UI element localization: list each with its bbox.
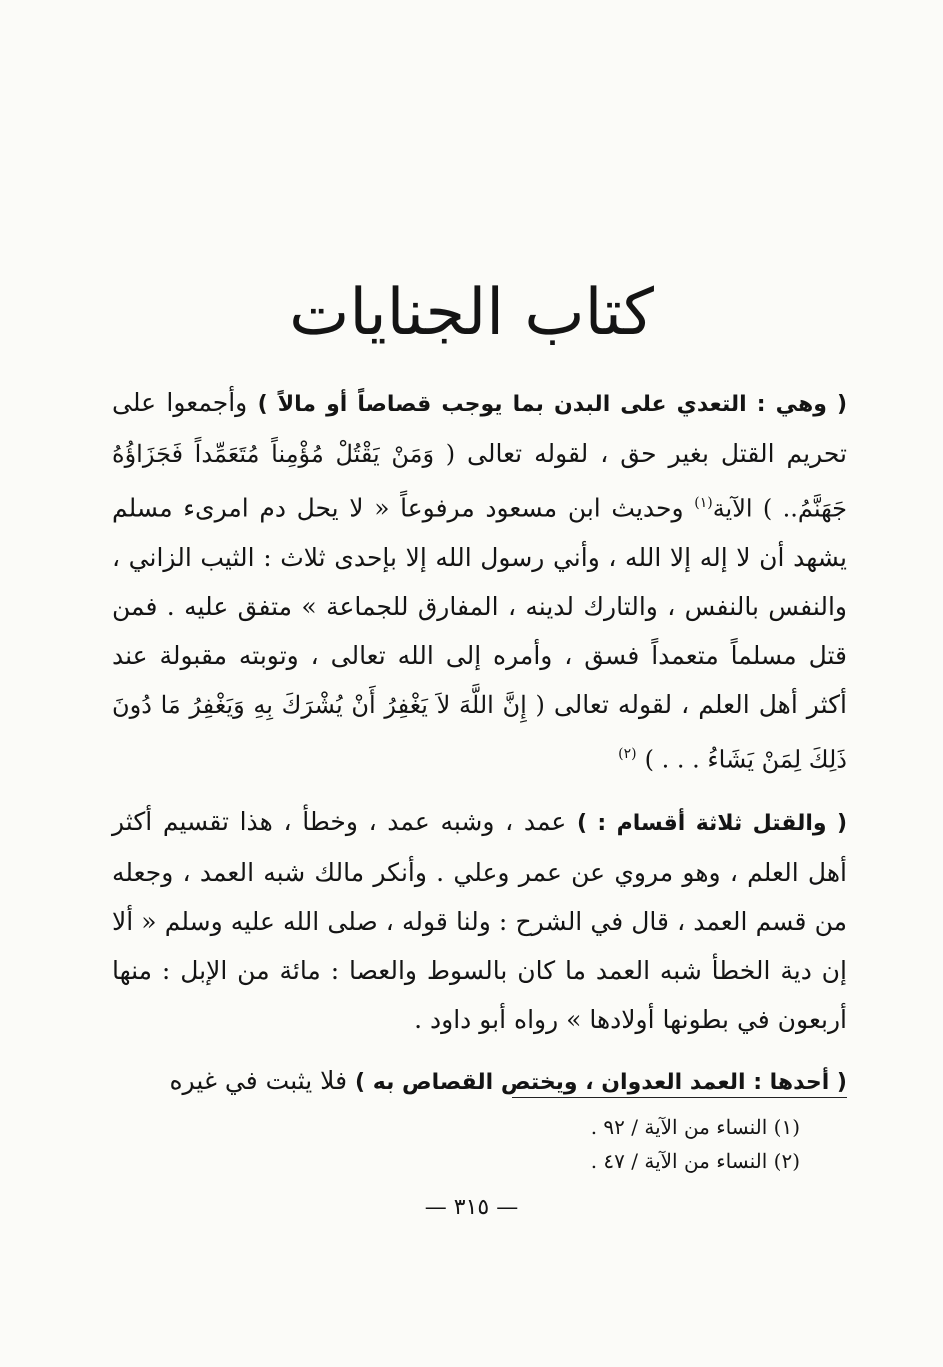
paragraph-divisions (112, 797, 847, 1044)
main-text (112, 378, 847, 1107)
quran-verse: ( إِنَّ اللَّهَ لاَ يَغْفِرُ أَنْ يُشْرَكَ بِهِ وَيَغْفِرُ مَا دُونَ ذَلِكَ لِمَنْ يَشَاءُ . . . ) (112, 691, 847, 774)
paragraph-text: عمد ، وشبه عمد ، وخطأ ، هذا تقسيم أكثر أهل العلم ، وهو مروي عن عمر وعلي . وأنكر مالك شبه العمد ، وجعله من قسم العمد ، قال في الشرح : ولنا قوله ، صلى الله عليه وسلم « ألا إن دية الخطأ شبه العمد ما كان بالسوط والعصا : مائة من الإبل : منها أربعون في بطونها أولادها » رواه أبو داود . (112, 806, 847, 1034)
paragraph-text: وحديث ابن مسعود مرفوعاً « لا يحل دم امرىء مسلم يشهد أن لا إله إلا الله ، وأني رسول الله إلا بإحدى ثلاث : الثيب الزاني ، والنفس بالنفس ، والتارك لدينه ، المفارق للجماعة » متفق عليه . فمن قتل مسلماً متعمداً فسق ، وأمره إلى الله تعالى ، وتوبته مقبولة عند أكثر أهل العلم ، لقوله تعالى (112, 493, 847, 720)
chapter-title: كتاب الجنايات (289, 276, 654, 350)
paragraph-lead: ( وهي : التعدي على البدن بما يوجب قصاصاً أو مالاً ) (257, 392, 848, 417)
paragraph-text: وأجمعوا على تحريم القتل بغير حق ، لقوله تعالى (112, 388, 847, 468)
paragraph-text: فلا يثبت في غيره (169, 1065, 348, 1095)
footnote: (١) النساء من الآية / ٩٢ . (590, 1115, 800, 1139)
footnote: (٢) النساء من الآية / ٤٧ . (590, 1149, 800, 1173)
footnote-divider (512, 1097, 847, 1098)
quran-verse: ( وَمَنْ يَقْتُلْ مُؤْمِناً مُتَعَمِّداً فَجَزَاؤُهُ جَهَنَّمُ.. ) الآية (112, 440, 847, 523)
footnote-marker: (١) (694, 495, 713, 511)
footnotes (400, 1110, 800, 1178)
paragraph-lead: ( والقتل ثلاثة أقسام : ) (577, 810, 848, 836)
paragraph-first-kind (112, 1056, 847, 1107)
paragraph-definition (112, 378, 847, 785)
paragraph-lead: ( أحدها : العمد العدوان ، ويختص القصاص به ) (355, 1069, 847, 1095)
footnote-marker: (٢) (618, 746, 637, 763)
page-number: — ٣١٥ — (424, 1195, 519, 1220)
